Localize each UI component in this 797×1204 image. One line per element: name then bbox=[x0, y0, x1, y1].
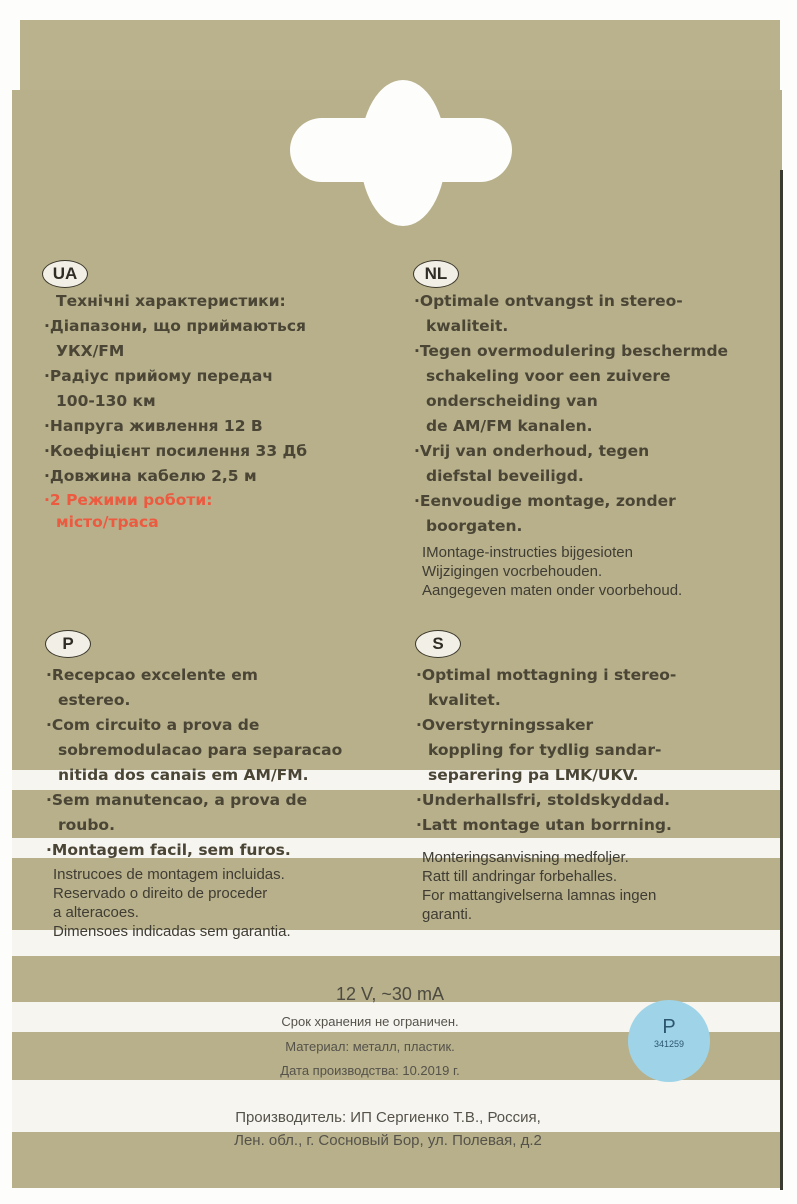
nl-section bbox=[414, 289, 728, 539]
ua-line: ·Коефіцієнт посилення 33 Дб bbox=[44, 442, 308, 460]
package-edge bbox=[780, 170, 783, 1190]
nl-notes bbox=[422, 543, 682, 600]
ua-line: 100-130 км bbox=[56, 392, 156, 410]
ua-heading: Технічні характеристики: bbox=[56, 292, 286, 310]
ua-modes-values: місто/траса bbox=[56, 513, 159, 531]
material: Материал: металл, пластик. bbox=[285, 1039, 455, 1054]
ua-line: УКХ/FM bbox=[56, 342, 125, 360]
p-note: a alteracoes. bbox=[53, 904, 139, 921]
nl-note: IMontage-instructies bijgesioten bbox=[422, 544, 633, 561]
nl-line: ·Eenvoudige montage, zonder bbox=[414, 492, 676, 510]
nl-line: diefstal beveiligd. bbox=[426, 467, 584, 485]
ua-line: ·Довжина кабелю 2,5 м bbox=[44, 467, 257, 485]
p-section bbox=[46, 663, 342, 863]
nl-line: ·Optimale ontvangst in stereo- bbox=[414, 292, 683, 310]
manufacturer-line-1: Производитель: ИП Сергиенко Т.В., Россия, bbox=[235, 1109, 541, 1126]
p-line: roubo. bbox=[58, 816, 115, 834]
p-note: Dimensoes indicadas sem garantia. bbox=[53, 923, 291, 940]
p-line: ·Com circuito a prova de bbox=[46, 716, 260, 734]
s-section bbox=[416, 663, 676, 838]
nl-line: kwaliteit. bbox=[426, 317, 509, 335]
s-note: Ratt till andringar forbehalles. bbox=[422, 868, 618, 885]
p-note: Instrucoes de montagem incluidas. bbox=[53, 866, 285, 883]
power-rating: 12 V, ~30 mA bbox=[336, 984, 444, 1004]
price-sticker bbox=[628, 1000, 710, 1082]
s-line: ·Overstyrningssaker bbox=[416, 716, 594, 734]
nl-line: onderscheiding van bbox=[426, 392, 598, 410]
language-badge-nl: NL bbox=[413, 260, 459, 288]
p-line: ·Sem manutencao, a prova de bbox=[46, 791, 308, 809]
p-note: Reservado o direito de proceder bbox=[53, 885, 268, 902]
s-note: For mattangivelserna lamnas ingen bbox=[422, 887, 657, 904]
hang-hole-slot bbox=[290, 118, 512, 182]
s-line: ·Optimal mottagning i stereo- bbox=[416, 666, 677, 684]
p-line: nitida dos canais em AM/FM. bbox=[58, 766, 309, 784]
s-line: separering pa LMK/UKV. bbox=[428, 766, 639, 784]
p-line: ·Recepcao excelente em bbox=[46, 666, 258, 684]
sticker-letter: P bbox=[662, 1016, 676, 1038]
language-badge-p: P bbox=[45, 630, 91, 658]
ua-line: ·Радіус прийому передач bbox=[44, 367, 274, 385]
s-note: Monteringsanvisning medfoljer. bbox=[422, 849, 629, 866]
nl-line: schakeling voor een zuivere bbox=[426, 367, 671, 385]
manufacturer-line-2: Лен. обл., г. Сосновый Бор, ул. Полевая, д.2 bbox=[234, 1132, 542, 1149]
ua-modes: ·2 Режими роботи: bbox=[44, 491, 213, 509]
p-line: sobremodulacao para separacao bbox=[58, 741, 343, 759]
shelf-life: Срок хранения не ограничен. bbox=[281, 1014, 459, 1029]
p-line: ·Montagem facil, sem furos. bbox=[46, 841, 291, 859]
nl-line: ·Vrij van onderhoud, tegen bbox=[414, 442, 650, 460]
s-line: koppling for tydlig sandar- bbox=[428, 741, 662, 759]
ua-line: ·Напруга живлення 12 В bbox=[44, 417, 263, 435]
nl-line: ·Tegen overmodulering beschermde bbox=[414, 342, 729, 360]
p-notes bbox=[53, 865, 291, 941]
s-line: ·Latt montage utan borrning. bbox=[416, 816, 672, 834]
nl-note: Aangegeven maten onder voorbehoud. bbox=[422, 582, 683, 599]
ua-line: ·Діапазони, що приймаються bbox=[44, 317, 306, 335]
ua-section bbox=[44, 289, 307, 533]
language-badge-ua: UA bbox=[42, 260, 88, 288]
language-badge-s: S bbox=[415, 630, 461, 658]
nl-note: Wijzigingen vocrbehouden. bbox=[422, 563, 603, 580]
s-note: garanti. bbox=[422, 906, 473, 923]
s-line: kvalitet. bbox=[428, 691, 501, 709]
s-notes bbox=[422, 848, 656, 924]
p-line: estereo. bbox=[58, 691, 131, 709]
nl-line: boorgaten. bbox=[426, 517, 523, 535]
s-line: ·Underhallsfri, stoldskyddad. bbox=[416, 791, 671, 809]
production-date: Дата производства: 10.2019 г. bbox=[280, 1063, 460, 1078]
nl-line: de AM/FM kanalen. bbox=[426, 417, 593, 435]
sticker-code: 341259 bbox=[653, 1039, 685, 1049]
